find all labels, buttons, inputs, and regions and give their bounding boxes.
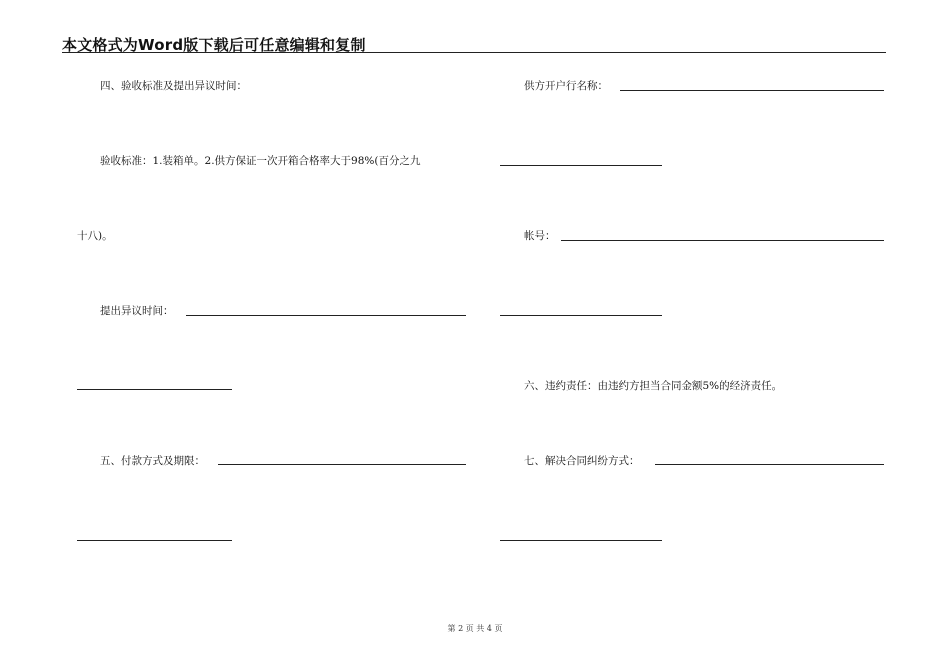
- payment-terms-blank-continued: [77, 540, 232, 541]
- objection-time-blank: [186, 315, 466, 316]
- document-header-title: 本文格式为Word版下载后可任意编辑和复制: [62, 36, 366, 54]
- account-label: 帐号：: [524, 230, 556, 242]
- objection-time-blank-continued: [77, 389, 232, 390]
- acceptance-standard-line2: 十八)。: [77, 230, 113, 242]
- payment-terms-blank: [218, 464, 466, 465]
- liability-text: 六、违约责任：由违约方担当合同金额5%的经济责任。: [524, 380, 783, 392]
- payment-terms-label: 五、付款方式及期限：: [100, 455, 205, 467]
- dispute-resolution-blank: [655, 464, 884, 465]
- header-divider: [62, 52, 886, 53]
- page-number: 第 2 页 共 4 页: [447, 624, 503, 633]
- bank-name-blank-continued: [500, 165, 662, 166]
- bank-name-blank: [620, 90, 884, 91]
- account-blank: [561, 240, 884, 241]
- bank-name-label: 供方开户行名称：: [524, 80, 608, 92]
- objection-time-label: 提出异议时间：: [100, 305, 174, 317]
- dispute-resolution-blank-continued: [500, 540, 662, 541]
- account-blank-continued: [500, 315, 662, 316]
- acceptance-heading: 四、验收标准及提出异议时间：: [100, 80, 247, 92]
- dispute-resolution-label: 七、解决合同纠纷方式：: [524, 455, 640, 467]
- acceptance-standard-line1: 验收标准：1.装箱单。2.供方保证一次开箱合格率大于98%(百分之九: [100, 155, 421, 167]
